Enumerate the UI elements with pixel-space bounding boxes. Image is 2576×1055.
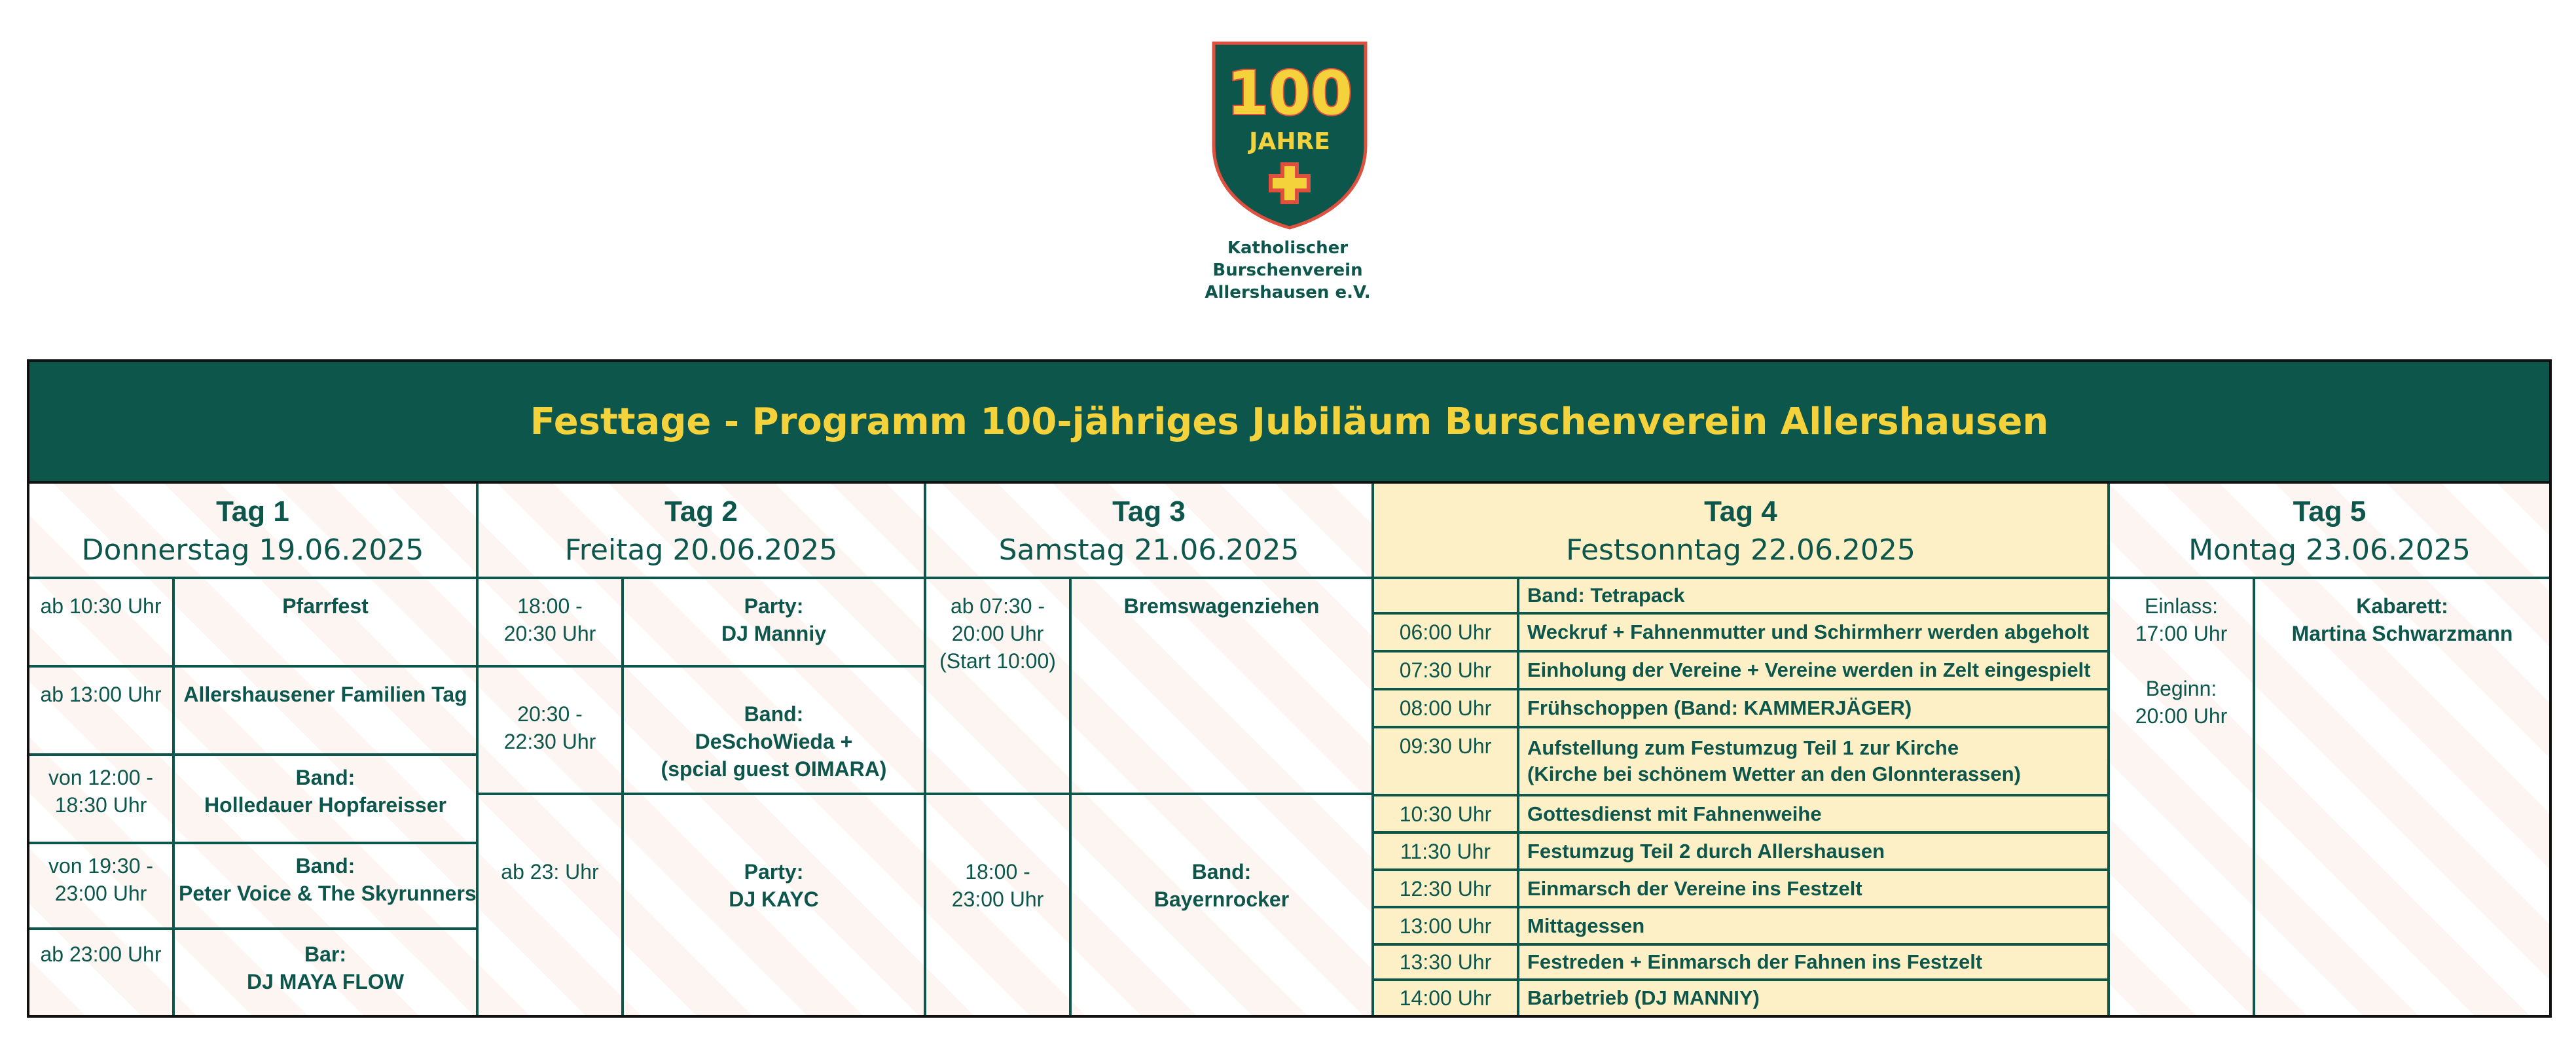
time-text: 17:00 Uhr: [2135, 622, 2228, 645]
schedule-row: [1374, 690, 2107, 728]
time-cell: [29, 668, 175, 753]
table-title: Festtage - Programm 100-jähriges Jubiläum Burschenverein Allershausen: [530, 400, 2049, 443]
time-cell: [29, 756, 175, 842]
time-text: 18:30 Uhr: [54, 793, 147, 817]
event-text: Bremswagenziehen: [1123, 594, 1320, 618]
event-text: Band: Tetrapack: [1527, 584, 1685, 607]
event-text: (Kirche bei schönem Wetter an den Glonnterassen): [1527, 762, 2021, 785]
event-text: Party:: [744, 594, 804, 618]
schedule-row: [29, 756, 476, 844]
club-logo: [1210, 41, 1370, 230]
spacer-line: [2110, 647, 2253, 675]
time-cell: [2110, 579, 2255, 1015]
logo-number: 100: [1226, 58, 1353, 128]
time-text: 10:30 Uhr: [1399, 802, 1492, 826]
schedule-row: [926, 579, 1371, 795]
time-cell: [1374, 615, 1519, 650]
event-text: DJ MAYA FLOW: [246, 970, 405, 993]
time-cell: [479, 579, 624, 665]
event-cell: [2255, 579, 2549, 1015]
time-cell: [1374, 981, 1519, 1015]
time-text: Einlass:: [2144, 594, 2219, 618]
event-text: Kabarett:: [2356, 594, 2448, 618]
time-cell: [1374, 946, 1519, 978]
schedule-row: [1374, 946, 2107, 981]
event-cell: [624, 668, 924, 793]
schedule-row: [1374, 653, 2107, 690]
schedule-row: [2110, 579, 2549, 1015]
time-text: ab 10:30 Uhr: [40, 594, 162, 618]
time-text: 09:30 Uhr: [1399, 734, 1492, 758]
schedule-row: [926, 795, 1371, 1015]
time-text: ab 07:30 -: [950, 594, 1045, 618]
day-label: Tag 4: [1704, 495, 1777, 528]
event-text: Einholung der Vereine + Vereine werden in Zelt eingespielt: [1527, 658, 2091, 681]
event-cell: [175, 756, 476, 842]
day-column-tag1: [29, 484, 479, 1015]
day-header: [479, 484, 924, 579]
time-text: 23:00 Uhr: [54, 882, 147, 905]
time-cell: [1374, 908, 1519, 943]
event-text: (spcial guest OIMARA): [661, 757, 887, 781]
event-text: DeSchoWieda +: [695, 730, 853, 753]
event-cell: [1072, 795, 1371, 1015]
time-text: 13:00 Uhr: [1399, 914, 1492, 938]
schedule-row: [1374, 615, 2107, 653]
time-text: 22:30 Uhr: [503, 730, 596, 753]
event-cell: [1519, 615, 2107, 650]
time-text: 18:00 -: [965, 860, 1030, 884]
time-text: 07:30 Uhr: [1399, 658, 1492, 682]
event-text: Holledauer Hopfareisser: [204, 793, 446, 817]
event-text: Band:: [1191, 860, 1252, 884]
day-label: Tag 1: [216, 495, 289, 528]
time-cell: [1374, 728, 1519, 794]
org-name-line: Katholischer: [1227, 238, 1349, 258]
event-text: Frühschoppen (Band: KAMMERJÄGER): [1527, 696, 1912, 719]
event-cell: [1519, 946, 2107, 978]
day-date: Samstag 21.06.2025: [998, 533, 1299, 567]
time-text: 20:30 Uhr: [503, 622, 596, 645]
time-text: 14:00 Uhr: [1399, 986, 1492, 1010]
day-header: [29, 484, 476, 579]
day-header: [926, 484, 1371, 579]
event-text: Bar:: [304, 942, 346, 966]
event-cell: [175, 930, 476, 1015]
schedule-row: [1374, 981, 2107, 1015]
day-date: Festsonntag 22.06.2025: [1566, 533, 1915, 567]
program-table: [27, 359, 2552, 1018]
time-text: von 19:30 -: [48, 854, 154, 878]
time-text: ab 13:00 Uhr: [40, 683, 162, 706]
day-date: Donnerstag 19.06.2025: [81, 533, 424, 567]
schedule-row: [1374, 908, 2107, 946]
time-cell: [1374, 653, 1519, 688]
schedule-row: [479, 668, 924, 795]
day-label: Tag 2: [664, 495, 738, 528]
event-text: Mittagessen: [1527, 914, 1645, 937]
schedule-row: [29, 930, 476, 1015]
event-text: Pfarrfest: [282, 594, 369, 618]
day-header: [2110, 484, 2549, 579]
time-text: 06:00 Uhr: [1399, 620, 1492, 644]
time-text: Beginn:: [2145, 677, 2217, 700]
time-text: ab 23:00 Uhr: [40, 942, 162, 966]
time-cell: [926, 795, 1072, 1015]
event-text: Festreden + Einmarsch der Fahnen ins Festzelt: [1527, 950, 1983, 973]
event-text: Martina Schwarzmann: [2291, 622, 2513, 645]
event-cell: [624, 795, 924, 1015]
event-cell: [1519, 796, 2107, 831]
time-text: 13:30 Uhr: [1399, 950, 1492, 974]
time-text: 20:00 Uhr: [951, 622, 1044, 645]
event-text: Allershausener Familien Tag: [183, 683, 467, 706]
event-text: Bayernrocker: [1153, 887, 1290, 911]
event-cell: [175, 668, 476, 753]
day-label: Tag 3: [1112, 495, 1186, 528]
time-cell: [1374, 690, 1519, 726]
schedule-row: [29, 579, 476, 668]
time-text: 18:00 -: [517, 594, 583, 618]
event-cell: [1072, 579, 1371, 793]
day-header: [1374, 484, 2107, 579]
event-text: Einmarsch der Vereine ins Festzelt: [1527, 876, 1862, 900]
time-cell: [29, 930, 175, 1015]
day-date: Freitag 20.06.2025: [564, 533, 838, 567]
time-cell: [926, 579, 1072, 793]
time-text: 20:00 Uhr: [2135, 704, 2228, 728]
event-text: Band:: [295, 766, 355, 789]
time-cell: [29, 579, 175, 665]
time-text: (Start 10:00): [939, 649, 1056, 673]
event-cell: [1519, 653, 2107, 688]
time-cell: [29, 844, 175, 927]
event-text: DJ Manniy: [721, 622, 827, 645]
org-name-line: Allershausen e.V.: [1205, 283, 1371, 302]
event-cell: [1519, 908, 2107, 943]
schedule-row: [1374, 579, 2107, 615]
time-text: von 12:00 -: [48, 766, 154, 789]
time-cell: [1374, 834, 1519, 868]
schedule-row: [479, 795, 924, 1015]
schedule-row: [479, 579, 924, 668]
event-text: Aufstellung zum Festumzug Teil 1 zur Kirche: [1527, 736, 1959, 759]
event-cell: [1519, 981, 2107, 1015]
event-cell: [1519, 728, 2107, 794]
day-column-tag5: [2110, 484, 2549, 1015]
time-text: 20:30 -: [517, 702, 583, 726]
event-text: Festumzug Teil 2 durch Allershausen: [1527, 839, 1885, 863]
organization-name: [1157, 237, 1419, 304]
event-cell: [1519, 690, 2107, 726]
time-cell: [1374, 871, 1519, 906]
event-cell: [175, 844, 476, 927]
time-text: 12:30 Uhr: [1399, 876, 1492, 901]
time-cell: [479, 668, 624, 793]
event-text: DJ KAYC: [729, 887, 819, 911]
event-cell: [1519, 579, 2107, 612]
time-cell: [1374, 796, 1519, 831]
time-cell: [479, 795, 624, 1015]
schedule-row: [1374, 796, 2107, 834]
event-cell: [624, 579, 924, 665]
event-text: Weckruf + Fahnenmutter und Schirmherr werden abgeholt: [1527, 620, 2090, 643]
time-text: 23:00 Uhr: [951, 887, 1044, 911]
event-text: Barbetrieb (DJ MANNIY): [1527, 986, 1760, 1009]
day-label: Tag 5: [2293, 495, 2367, 528]
event-cell: [1519, 834, 2107, 868]
schedule-row: [1374, 834, 2107, 871]
event-cell: [1519, 871, 2107, 906]
time-cell: [1374, 579, 1519, 612]
time-text: 11:30 Uhr: [1400, 839, 1491, 863]
time-text: ab 23: Uhr: [501, 860, 599, 884]
org-name-line: Burschenverein: [1212, 260, 1363, 280]
schedule-row: [29, 844, 476, 930]
event-text: Peter Voice & The Skyrunners: [179, 882, 477, 905]
day-column-tag3: [926, 484, 1374, 1015]
schedule-row: [1374, 728, 2107, 796]
event-text: Party:: [744, 860, 804, 884]
event-text: Band:: [295, 854, 355, 878]
schedule-row: [29, 668, 476, 756]
day-column-tag4: [1374, 484, 2110, 1015]
event-text: Band:: [744, 702, 804, 726]
time-text: 08:00 Uhr: [1399, 696, 1492, 720]
day-column-tag2: [479, 484, 926, 1015]
event-cell: [175, 579, 476, 665]
schedule-row: [1374, 871, 2107, 908]
day-date: Montag 23.06.2025: [2188, 533, 2471, 567]
logo-word: JAHRE: [1249, 128, 1330, 155]
shield-emblem-icon: [1210, 41, 1370, 230]
event-text: Gottesdienst mit Fahnenweihe: [1527, 802, 1822, 825]
table-title-bar: [29, 362, 2549, 484]
